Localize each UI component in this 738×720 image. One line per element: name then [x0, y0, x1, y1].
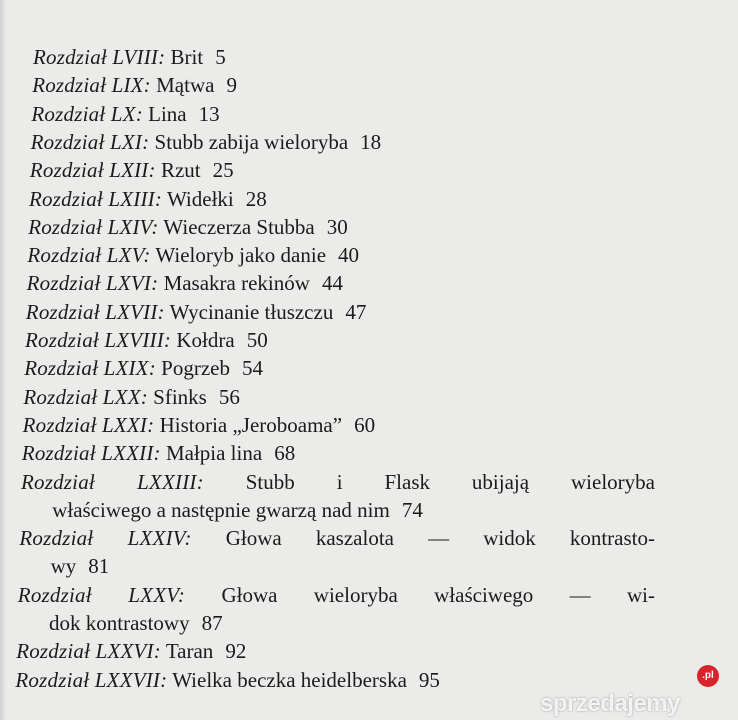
chapter-label: Rozdział LIX: [32, 73, 151, 98]
toc-entry [27, 242, 359, 268]
chapter-label: Rozdział LXXIV: [19, 526, 192, 551]
chapter-label: Rozdział LX: [31, 101, 143, 126]
chapter-label: Rozdział LXVIII: [25, 328, 172, 352]
chapter-label: Rozdział LXXI: [22, 412, 155, 437]
chapter-title: Mątwa [156, 73, 215, 98]
page-number: 47 [345, 299, 367, 324]
toc-entry [26, 299, 367, 325]
page-number: 56 [218, 384, 240, 409]
chapter-title: Kołdra [176, 328, 235, 352]
chapter-label: Rozdział LXVI: [26, 271, 159, 296]
toc-entry [21, 469, 655, 495]
chapter-label: Rozdział LXVII: [25, 299, 165, 324]
toc-entry [31, 129, 382, 155]
chapter-label: Rozdział LXX: [23, 384, 148, 409]
chapter-title: Lina [148, 101, 187, 126]
chapter-title: wy [50, 554, 77, 579]
page-number: 28 [245, 186, 267, 211]
chapter-title: Sfinks [153, 384, 207, 409]
page-edge-shadow [0, 0, 6, 720]
chapter-title: Stubb i Flask ubijają wieloryba [245, 469, 655, 494]
chapter-title: Rzut [160, 158, 201, 183]
page-number: 92 [225, 639, 247, 664]
chapter-label: Rozdział LXIV: [28, 214, 159, 239]
page-number: 87 [201, 611, 223, 635]
toc-entry [30, 157, 234, 183]
toc-entry-continuation [51, 553, 110, 579]
chapter-label: Rozdział LXXIII: [21, 469, 204, 494]
toc-entry [19, 525, 655, 551]
page-number: 5 [215, 45, 226, 69]
toc-entry [25, 327, 268, 353]
chapter-title: Pogrzeb [161, 356, 230, 381]
toc-entry [23, 412, 375, 438]
page-number: 60 [354, 412, 376, 437]
chapter-label: Rozdział LXIII: [29, 186, 163, 211]
toc-entry [22, 440, 295, 466]
chapter-title: Taran [165, 639, 214, 664]
chapter-label: Rozdział LXIX: [24, 356, 156, 381]
page-number: 95 [418, 667, 440, 692]
toc-entry [32, 72, 237, 98]
page-number: 44 [321, 271, 343, 296]
toc-entry [15, 667, 440, 693]
chapter-title: Widełki [166, 186, 234, 211]
toc-entry [18, 582, 655, 608]
page-number: 81 [88, 554, 110, 579]
toc-entry-continuation [52, 497, 423, 523]
toc-entry [29, 186, 267, 212]
chapter-title: Wieczerza Stubba [163, 214, 315, 239]
page-number: 54 [241, 356, 263, 381]
toc-entry-continuation [49, 610, 223, 636]
toc-entry [23, 384, 239, 410]
page-number: 50 [246, 328, 268, 352]
chapter-title: dok kontrastowy [49, 611, 190, 635]
chapter-title: Wieloryb jako danie [155, 243, 327, 268]
chapter-label: Rozdział LXXVII: [15, 667, 168, 692]
chapter-title: właściwego a następnie gwarzą nad nim [52, 497, 390, 522]
page-number: 68 [274, 441, 296, 466]
chapter-title: Wycinanie tłuszczu [169, 299, 334, 324]
page-number: 30 [326, 214, 348, 239]
chapter-title: Masakra rekinów [163, 271, 310, 296]
chapter-label: Rozdział LVIII: [33, 45, 166, 69]
chapter-title: Głowa kaszalota — widok kontrasto- [225, 526, 655, 551]
page-number: 9 [226, 73, 237, 98]
chapter-title: Wielka beczka heidelberska [172, 667, 407, 692]
chapter-label: Rozdział LXXV: [17, 582, 186, 607]
watermark-badge: .pl [697, 665, 719, 687]
toc-entry [24, 355, 263, 381]
chapter-title: Historia „Jeroboama” [159, 412, 343, 437]
chapter-label: Rozdział LXXVI: [16, 639, 161, 664]
chapter-label: Rozdział LXV: [27, 243, 151, 268]
toc-entry [31, 101, 219, 127]
page-number: 74 [401, 497, 423, 522]
chapter-title: Małpia lina [165, 441, 263, 466]
chapter-title: Stubb zabija wieloryba [154, 129, 349, 154]
page-number: 13 [198, 101, 220, 126]
chapter-label: Rozdział LXI: [30, 129, 150, 154]
chapter-label: Rozdział LXXII: [21, 441, 161, 466]
chapter-title: Głowa wieloryba właściwego — wi- [221, 582, 655, 607]
watermark-logo: sprzedajemy [540, 690, 680, 717]
toc-entry [27, 270, 343, 296]
page-number: 25 [212, 158, 234, 183]
chapter-label: Rozdział LXII: [29, 158, 156, 183]
toc-entry [33, 44, 226, 70]
page-number: 18 [360, 129, 382, 154]
toc-entry [16, 638, 246, 664]
page-number: 40 [338, 243, 360, 268]
chapter-title: Brit [170, 45, 204, 69]
toc-entry [28, 214, 348, 240]
